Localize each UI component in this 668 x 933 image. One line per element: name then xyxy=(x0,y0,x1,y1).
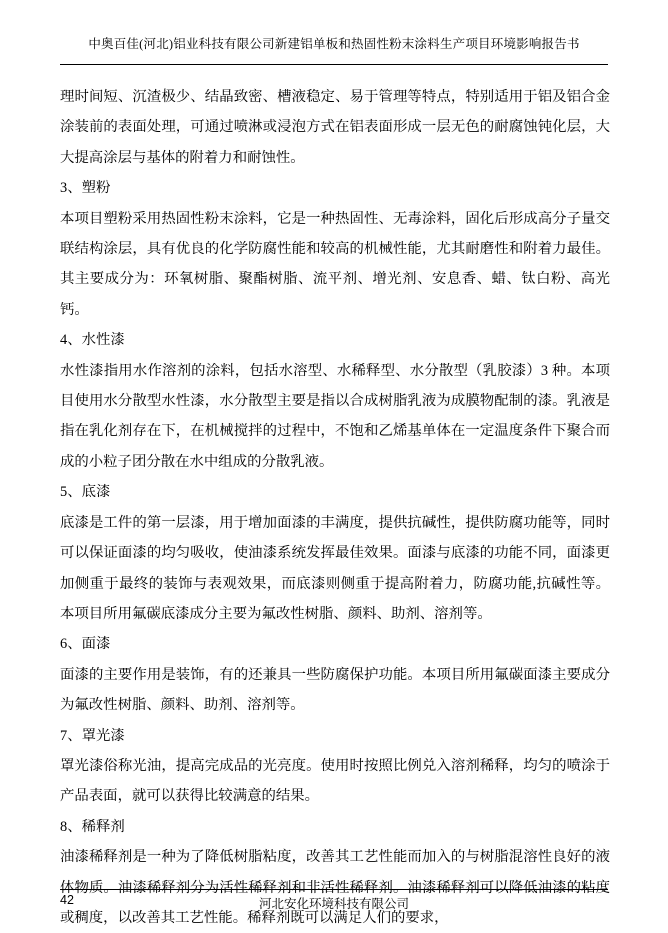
body-paragraph: 水性漆指用水作溶剂的涂料，包括水溶型、水稀释型、水分散型（乳胶漆）3 种。本项目使用水分散型水性漆，水分散型主要是指以合成树脂乳液为成膜物配制的漆。乳液是指在乳化剂存在下，在机械搅拌的过程中，不饱和乙烯基单体在一定温度条件下聚合而成的小粒子团分散在水中组成的分散乳液。 xyxy=(60,362,610,470)
section-heading-4: 4、水性漆 xyxy=(60,332,125,349)
section-heading-3: 3、塑粉 xyxy=(60,180,111,197)
header-divider xyxy=(60,64,608,65)
body-paragraph: 理时间短、沉渣极少、结晶致密、槽液稳定、易于管理等特点，特别适用于铝及铝合金涂装前的表面处理，可通过喷淋或浸泡方式在铝表面形成一层无色的耐腐蚀钝化层，大大提高涂层与基体的附着力和耐蚀性。 xyxy=(60,89,610,166)
body-paragraph: 面漆的主要作用是装饰，有的还兼具一些防腐保护功能。本项目所用氟碳面漆主要成分为氟改性树脂、颜料、助剂、溶剂等。 xyxy=(60,666,610,714)
body-paragraph: 底漆是工件的第一层漆，用于增加面漆的丰满度，提供抗碱性，提供防腐功能等，同时可以保证面漆的均匀吸收，使油漆系统发挥最佳效果。面漆与底漆的功能不同，面漆更加侧重于最终的装饰与表观效果，而底漆则侧重于提高附着力，防腐功能,抗碱性等。本项目所用氟碳底漆成分主要为氟改性树脂、颜料、助剂、溶剂等。 xyxy=(60,514,610,622)
footer-company-name: 河北安化环境科技有限公司 xyxy=(258,897,410,911)
body-paragraph: 本项目塑粉采用热固性粉末涂料，它是一种热固性、无毒涂料，固化后形成高分子量交联结构涂层，具有优良的化学防腐性能和较高的机械性能，尤其耐磨性和附着力最佳。其主要成分为：环氧树脂、聚酯树脂、流平剂、增光剂、安息香、蜡、钛白粉、高光钙。 xyxy=(60,210,610,318)
section-heading-5: 5、底漆 xyxy=(60,484,111,501)
section-heading-7: 7、罩光漆 xyxy=(60,727,125,744)
body-paragraph: 罩光漆俗称光油，提高完成品的光亮度。使用时按照比例兑入溶剂稀释，均匀的喷涂于产品表面，就可以获得比较满意的结果。 xyxy=(60,757,610,805)
body-paragraph: 油漆稀释剂是一种为了降低树脂粘度，改善其工艺性能而加入的与树脂混溶性良好的液体物质。油漆稀释剂分为活性稀释剂和非活性稀释剂。油漆稀释剂可以降低油漆的粘度或稠度，以改善其工艺性能。稀释剂既可以满足人们的要求， xyxy=(60,849,610,926)
page-header: 中奥百佳(河北)铝业科技有限公司新建铝单板和热固性粉末涂料生产项目环境影响报告书 xyxy=(88,37,580,51)
section-heading-8: 8、稀释剂 xyxy=(60,818,125,835)
page-body xyxy=(60,82,610,933)
footer-divider xyxy=(60,889,608,890)
section-heading-6: 6、面漆 xyxy=(60,636,111,653)
page-number: 42 xyxy=(60,893,74,907)
page-footer xyxy=(60,893,608,915)
